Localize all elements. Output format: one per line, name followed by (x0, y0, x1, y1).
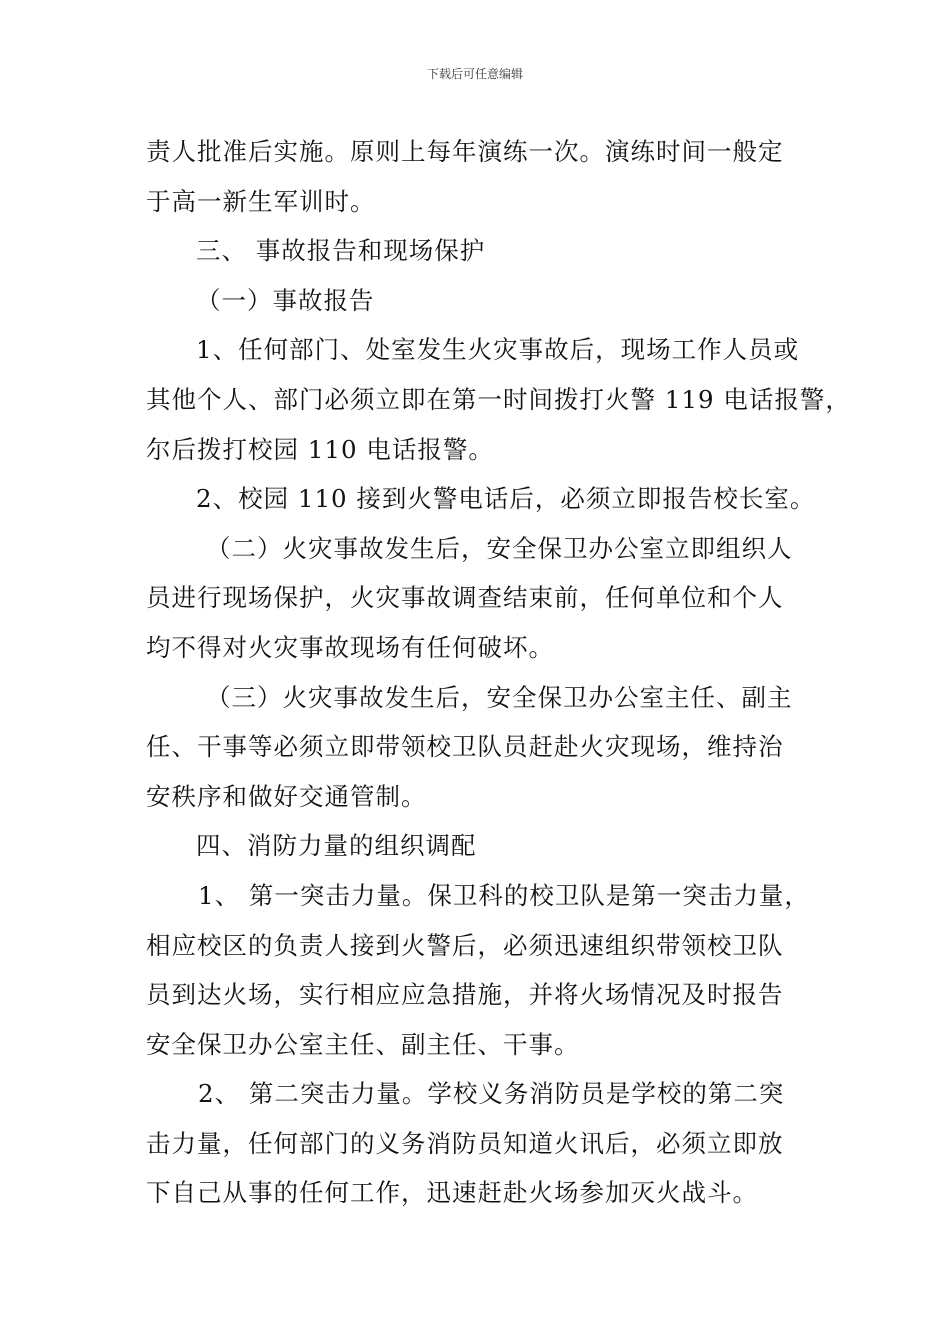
text-line: （二）火灾事故发生后，安全保卫办公室立即组织人 (206, 533, 793, 563)
text-line: 安秩序和做好交通管制。 (146, 781, 427, 811)
page-header: 下载后可任意编辑 (426, 67, 523, 81)
text-line: 其他个人、部门必须立即在第一时间拨打火警 119 电话报警， (146, 384, 851, 414)
text-line: 于高一新生军训时。 (146, 186, 376, 216)
section-heading: 三、 事故报告和现场保护 (196, 236, 486, 266)
subsection-heading: （一）事故报告 (196, 285, 375, 315)
text-line: 员到达火场，实行相应应急措施，并将火场情况及时报告 (146, 980, 784, 1010)
document-body (146, 127, 851, 1218)
text-line: 相应校区的负责人接到火警后，必须迅速组织带领校卫队 (146, 930, 784, 960)
text-line: 安全保卫办公室主任、副主任、干事。 (146, 1029, 580, 1059)
text-line: 责人批准后实施。原则上每年演练一次。演练时间一般定 (146, 137, 784, 166)
text-line: （三）火灾事故发生后，安全保卫办公室主任、副主 (206, 682, 793, 712)
text-line: 下自己从事的任何工作，迅速赶赴火场参加灭火战斗。 (146, 1178, 758, 1208)
text-line: 击力量，任何部门的义务消防员知道火讯后，必须立即放 (146, 1128, 784, 1158)
text-line: 2、校园 110 接到火警电话后，必须立即报告校长室。 (196, 484, 816, 514)
section-heading: 四、消防力量的组织调配 (196, 831, 477, 861)
text-line: 尔后拨打校园 110 电话报警。 (146, 434, 494, 464)
text-line: 员进行现场保护，火灾事故调查结束前，任何单位和个人 (146, 583, 784, 613)
text-line: 1、 第一突击力量。保卫科的校卫队是第一突击力量， (198, 880, 810, 910)
text-line: 2、 第二突击力量。学校义务消防员是学校的第二突 (198, 1079, 785, 1109)
text-line: 任、干事等必须立即带领校卫队员赶赴火灾现场，维持治 (146, 732, 784, 762)
text-line: 均不得对火灾事故现场有任何破坏。 (146, 632, 554, 662)
text-line: 1、任何部门、处室发生火灾事故后，现场工作人员或 (196, 335, 800, 365)
